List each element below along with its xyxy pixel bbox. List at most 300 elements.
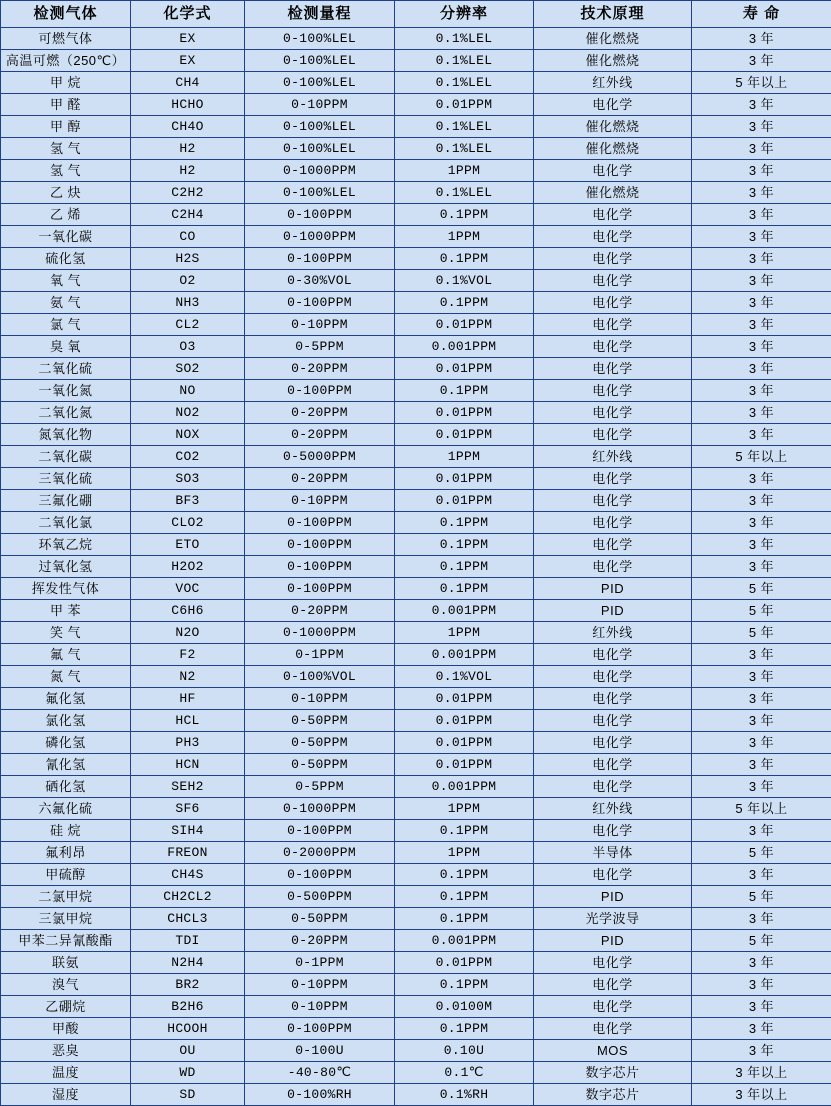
cell-technical-principle: 电化学 [534,204,692,226]
cell-technical-principle: 电化学 [534,710,692,732]
cell-lifespan: 3 年 [692,512,831,534]
cell-detection-range: 0-10PPM [245,974,395,996]
cell-resolution: 0.1PPM [395,248,534,270]
cell-technical-principle: 电化学 [534,160,692,182]
cell-lifespan: 3 年 [692,50,831,72]
cell-technical-principle: 电化学 [534,270,692,292]
cell-gas-name: 乙 烯 [1,204,131,226]
cell-gas-name: 氟 气 [1,644,131,666]
cell-technical-principle: 催化燃烧 [534,138,692,160]
cell-technical-principle: PID [534,930,692,952]
cell-gas-name: 氧 气 [1,270,131,292]
cell-gas-name: 乙 炔 [1,182,131,204]
cell-chemical-formula: C2H2 [131,182,245,204]
cell-lifespan: 3 年 [692,402,831,424]
cell-technical-principle: 电化学 [534,380,692,402]
cell-resolution: 0.1℃ [395,1062,534,1084]
cell-resolution: 0.01PPM [395,490,534,512]
cell-lifespan: 3 年 [692,666,831,688]
table-body [1,28,831,1106]
cell-detection-range: 0-100PPM [245,248,395,270]
cell-detection-range: 0-100PPM [245,1018,395,1040]
cell-gas-name: 硫化氢 [1,248,131,270]
cell-detection-range: 0-50PPM [245,754,395,776]
cell-technical-principle: 电化学 [534,402,692,424]
cell-gas-name: 二氯甲烷 [1,886,131,908]
cell-gas-name: 氨 气 [1,292,131,314]
cell-lifespan: 3 年以上 [692,1062,831,1084]
cell-lifespan: 3 年 [692,116,831,138]
cell-lifespan: 3 年 [692,754,831,776]
cell-resolution: 0.0100M [395,996,534,1018]
cell-gas-name: 甲 醛 [1,94,131,116]
cell-lifespan: 3 年 [692,204,831,226]
cell-gas-name: 甲苯二异氰酸酯 [1,930,131,952]
cell-gas-name: 磷化氢 [1,732,131,754]
cell-detection-range: 0-100%LEL [245,138,395,160]
cell-gas-name: 甲 醇 [1,116,131,138]
cell-technical-principle: 红外线 [534,622,692,644]
cell-lifespan: 3 年 [692,974,831,996]
cell-gas-name: 可燃气体 [1,28,131,50]
cell-chemical-formula: CO [131,226,245,248]
cell-gas-name: 高温可燃（250℃） [1,50,131,72]
cell-gas-name: 甲 苯 [1,600,131,622]
cell-technical-principle: 电化学 [534,336,692,358]
cell-detection-range: 0-100PPM [245,578,395,600]
cell-gas-name: 二氧化氮 [1,402,131,424]
table-row [1,490,831,512]
table-row [1,248,831,270]
table-row [1,72,831,94]
cell-chemical-formula: FREON [131,842,245,864]
cell-resolution: 0.001PPM [395,600,534,622]
cell-resolution: 0.001PPM [395,644,534,666]
cell-technical-principle: 电化学 [534,490,692,512]
cell-chemical-formula: CHCL3 [131,908,245,930]
cell-detection-range: 0-100%LEL [245,182,395,204]
cell-detection-range: 0-20PPM [245,424,395,446]
cell-lifespan: 5 年 [692,886,831,908]
cell-lifespan: 3 年 [692,908,831,930]
cell-gas-name: 甲 烷 [1,72,131,94]
cell-technical-principle: 电化学 [534,248,692,270]
table-row [1,710,831,732]
column-header-detection-range: 检测量程 [245,1,395,28]
cell-lifespan: 3 年 [692,490,831,512]
cell-technical-principle: 数字芯片 [534,1084,692,1106]
table-row [1,578,831,600]
cell-lifespan: 3 年 [692,688,831,710]
cell-chemical-formula: WD [131,1062,245,1084]
cell-resolution: 0.1%LEL [395,116,534,138]
cell-technical-principle: 催化燃烧 [534,116,692,138]
cell-lifespan: 3 年 [692,28,831,50]
cell-chemical-formula: CLO2 [131,512,245,534]
cell-lifespan: 5 年 [692,578,831,600]
cell-chemical-formula: HCOOH [131,1018,245,1040]
cell-detection-range: 0-20PPM [245,468,395,490]
table-row [1,424,831,446]
cell-chemical-formula: VOC [131,578,245,600]
table-row [1,952,831,974]
cell-lifespan: 3 年 [692,358,831,380]
cell-lifespan: 3 年 [692,534,831,556]
cell-detection-range: 0-100%LEL [245,28,395,50]
cell-detection-range: 0-100PPM [245,534,395,556]
cell-resolution: 0.1PPM [395,292,534,314]
cell-chemical-formula: HF [131,688,245,710]
cell-technical-principle: PID [534,600,692,622]
cell-detection-range: 0-100%VOL [245,666,395,688]
cell-resolution: 1PPM [395,842,534,864]
cell-technical-principle: 电化学 [534,512,692,534]
cell-gas-name: 氮 气 [1,666,131,688]
cell-technical-principle: 电化学 [534,776,692,798]
table-row [1,28,831,50]
cell-detection-range: 0-5PPM [245,776,395,798]
cell-technical-principle: 电化学 [534,534,692,556]
cell-gas-name: 二氧化硫 [1,358,131,380]
cell-chemical-formula: NH3 [131,292,245,314]
cell-technical-principle: 红外线 [534,72,692,94]
cell-detection-range: 0-10PPM [245,314,395,336]
cell-chemical-formula: EX [131,28,245,50]
cell-technical-principle: 电化学 [534,666,692,688]
cell-lifespan: 3 年 [692,380,831,402]
cell-detection-range: 0-50PPM [245,710,395,732]
cell-detection-range: 0-20PPM [245,930,395,952]
cell-technical-principle: 催化燃烧 [534,50,692,72]
cell-technical-principle: 电化学 [534,424,692,446]
cell-lifespan: 3 年 [692,138,831,160]
cell-chemical-formula: N2O [131,622,245,644]
cell-resolution: 1PPM [395,226,534,248]
cell-technical-principle: 电化学 [534,468,692,490]
cell-chemical-formula: BF3 [131,490,245,512]
cell-detection-range: 0-100U [245,1040,395,1062]
cell-resolution: 0.1PPM [395,578,534,600]
table-row [1,666,831,688]
cell-chemical-formula: ETO [131,534,245,556]
cell-resolution: 0.01PPM [395,424,534,446]
cell-resolution: 0.01PPM [395,402,534,424]
cell-detection-range: 0-2000PPM [245,842,395,864]
table-row [1,402,831,424]
table-row [1,468,831,490]
cell-technical-principle: PID [534,886,692,908]
cell-detection-range: 0-30%VOL [245,270,395,292]
cell-chemical-formula: CH4S [131,864,245,886]
cell-lifespan: 5 年 [692,622,831,644]
cell-gas-name: 环氧乙烷 [1,534,131,556]
table-header-row [1,1,831,28]
column-header-technical-principle: 技术原理 [534,1,692,28]
cell-resolution: 0.1PPM [395,974,534,996]
cell-gas-name: 一氧化碳 [1,226,131,248]
table-row [1,974,831,996]
cell-gas-name: 甲酸 [1,1018,131,1040]
cell-lifespan: 3 年 [692,314,831,336]
cell-chemical-formula: PH3 [131,732,245,754]
cell-chemical-formula: B2H6 [131,996,245,1018]
cell-detection-range: -40-80℃ [245,1062,395,1084]
table-row [1,644,831,666]
table-row [1,292,831,314]
table-row [1,512,831,534]
cell-detection-range: 0-10PPM [245,94,395,116]
cell-detection-range: 0-10PPM [245,996,395,1018]
table-row [1,1018,831,1040]
cell-chemical-formula: SO3 [131,468,245,490]
table-row [1,358,831,380]
cell-detection-range: 0-100%LEL [245,116,395,138]
cell-detection-range: 0-20PPM [245,402,395,424]
cell-chemical-formula: H2O2 [131,556,245,578]
cell-chemical-formula: SEH2 [131,776,245,798]
table-row [1,600,831,622]
cell-lifespan: 3 年 [692,160,831,182]
cell-chemical-formula: CH4 [131,72,245,94]
cell-lifespan: 3 年 [692,226,831,248]
cell-resolution: 0.001PPM [395,930,534,952]
cell-chemical-formula: SD [131,1084,245,1106]
cell-chemical-formula: CO2 [131,446,245,468]
cell-gas-name: 一氧化氮 [1,380,131,402]
cell-resolution: 0.1%RH [395,1084,534,1106]
cell-detection-range: 0-10PPM [245,688,395,710]
table-row [1,842,831,864]
cell-detection-range: 0-100PPM [245,380,395,402]
cell-chemical-formula: HCL [131,710,245,732]
cell-resolution: 0.01PPM [395,94,534,116]
cell-detection-range: 0-100PPM [245,556,395,578]
cell-gas-name: 温度 [1,1062,131,1084]
cell-detection-range: 0-20PPM [245,600,395,622]
cell-resolution: 0.1PPM [395,556,534,578]
cell-chemical-formula: EX [131,50,245,72]
table-header [1,1,831,28]
cell-technical-principle: 数字芯片 [534,1062,692,1084]
table-row [1,886,831,908]
table-row [1,50,831,72]
table-row [1,94,831,116]
table-row [1,160,831,182]
cell-gas-name: 硅 烷 [1,820,131,842]
table-row [1,864,831,886]
cell-chemical-formula: NO [131,380,245,402]
cell-gas-name: 硒化氢 [1,776,131,798]
cell-detection-range: 0-100%LEL [245,50,395,72]
cell-gas-name: 六氟化硫 [1,798,131,820]
cell-lifespan: 5 年 [692,842,831,864]
cell-gas-name: 湿度 [1,1084,131,1106]
cell-chemical-formula: HCHO [131,94,245,116]
cell-gas-name: 三氧化硫 [1,468,131,490]
cell-resolution: 0.01PPM [395,754,534,776]
cell-chemical-formula: SF6 [131,798,245,820]
cell-lifespan: 3 年以上 [692,1084,831,1106]
cell-gas-name: 甲硫醇 [1,864,131,886]
table-row [1,996,831,1018]
cell-lifespan: 3 年 [692,996,831,1018]
cell-chemical-formula: H2S [131,248,245,270]
cell-gas-name: 联氨 [1,952,131,974]
cell-gas-name: 二氧化氯 [1,512,131,534]
cell-chemical-formula: NOX [131,424,245,446]
cell-resolution: 0.10U [395,1040,534,1062]
cell-lifespan: 3 年 [692,182,831,204]
cell-gas-name: 过氧化氢 [1,556,131,578]
cell-gas-name: 氢 气 [1,160,131,182]
table-row [1,732,831,754]
cell-chemical-formula: H2 [131,138,245,160]
cell-detection-range: 0-5PPM [245,336,395,358]
cell-lifespan: 5 年 [692,600,831,622]
cell-lifespan: 3 年 [692,336,831,358]
cell-gas-name: 乙硼烷 [1,996,131,1018]
cell-resolution: 0.01PPM [395,732,534,754]
cell-detection-range: 0-500PPM [245,886,395,908]
cell-detection-range: 0-100%LEL [245,72,395,94]
cell-gas-name: 氰化氢 [1,754,131,776]
cell-chemical-formula: OU [131,1040,245,1062]
cell-gas-name: 二氧化碳 [1,446,131,468]
cell-detection-range: 0-1000PPM [245,798,395,820]
column-header-resolution: 分辨率 [395,1,534,28]
cell-resolution: 0.01PPM [395,468,534,490]
cell-lifespan: 3 年 [692,776,831,798]
table-row [1,1084,831,1106]
cell-gas-name: 氯化氢 [1,710,131,732]
cell-chemical-formula: NO2 [131,402,245,424]
table-row [1,1040,831,1062]
cell-technical-principle: 红外线 [534,798,692,820]
cell-resolution: 1PPM [395,446,534,468]
cell-lifespan: 3 年 [692,292,831,314]
cell-gas-name: 挥发性气体 [1,578,131,600]
cell-lifespan: 5 年以上 [692,798,831,820]
table-row [1,908,831,930]
cell-resolution: 0.001PPM [395,336,534,358]
cell-lifespan: 3 年 [692,248,831,270]
cell-technical-principle: 电化学 [534,996,692,1018]
cell-detection-range: 0-100PPM [245,292,395,314]
column-header-lifespan: 寿 命 [692,1,831,28]
cell-technical-principle: MOS [534,1040,692,1062]
cell-technical-principle: 电化学 [534,1018,692,1040]
cell-resolution: 0.1%LEL [395,50,534,72]
cell-chemical-formula: H2 [131,160,245,182]
cell-lifespan: 5 年 [692,930,831,952]
cell-lifespan: 3 年 [692,864,831,886]
cell-lifespan: 3 年 [692,732,831,754]
cell-detection-range: 0-100PPM [245,864,395,886]
cell-technical-principle: 电化学 [534,864,692,886]
cell-resolution: 0.1%LEL [395,72,534,94]
cell-technical-principle: 催化燃烧 [534,182,692,204]
cell-lifespan: 3 年 [692,820,831,842]
cell-resolution: 0.1%LEL [395,28,534,50]
cell-detection-range: 0-1000PPM [245,622,395,644]
cell-chemical-formula: SIH4 [131,820,245,842]
cell-detection-range: 0-1000PPM [245,160,395,182]
table-row [1,314,831,336]
table-row [1,820,831,842]
table-row [1,138,831,160]
cell-chemical-formula: N2 [131,666,245,688]
cell-resolution: 0.01PPM [395,952,534,974]
table-row [1,446,831,468]
cell-lifespan: 3 年 [692,468,831,490]
cell-technical-principle: 电化学 [534,292,692,314]
cell-chemical-formula: CH4O [131,116,245,138]
cell-lifespan: 5 年以上 [692,72,831,94]
cell-resolution: 0.1%LEL [395,182,534,204]
cell-technical-principle: 电化学 [534,556,692,578]
table-row [1,1062,831,1084]
cell-technical-principle: 电化学 [534,644,692,666]
cell-technical-principle: 电化学 [534,314,692,336]
cell-resolution: 0.1PPM [395,1018,534,1040]
cell-lifespan: 3 年 [692,1040,831,1062]
cell-gas-name: 氟化氢 [1,688,131,710]
cell-technical-principle: 电化学 [534,732,692,754]
cell-lifespan: 5 年以上 [692,446,831,468]
cell-resolution: 0.01PPM [395,688,534,710]
cell-technical-principle: 电化学 [534,974,692,996]
table-row [1,688,831,710]
cell-technical-principle: 电化学 [534,94,692,116]
cell-technical-principle: 电化学 [534,820,692,842]
cell-gas-name: 臭 氧 [1,336,131,358]
cell-chemical-formula: TDI [131,930,245,952]
cell-chemical-formula: C6H6 [131,600,245,622]
table-row [1,226,831,248]
cell-resolution: 0.1%VOL [395,270,534,292]
table-row [1,116,831,138]
table-row [1,622,831,644]
cell-detection-range: 0-100%RH [245,1084,395,1106]
cell-resolution: 0.1PPM [395,908,534,930]
cell-resolution: 0.1PPM [395,204,534,226]
cell-detection-range: 0-100PPM [245,820,395,842]
cell-resolution: 0.1PPM [395,534,534,556]
cell-chemical-formula: O3 [131,336,245,358]
cell-detection-range: 0-5000PPM [245,446,395,468]
cell-technical-principle: 半导体 [534,842,692,864]
cell-resolution: 0.1%LEL [395,138,534,160]
table-row [1,930,831,952]
table-row [1,556,831,578]
cell-resolution: 1PPM [395,798,534,820]
cell-gas-name: 氢 气 [1,138,131,160]
cell-chemical-formula: SO2 [131,358,245,380]
cell-detection-range: 0-1PPM [245,644,395,666]
cell-technical-principle: 催化燃烧 [534,28,692,50]
table-row [1,776,831,798]
table-row [1,798,831,820]
cell-resolution: 1PPM [395,622,534,644]
table-row [1,204,831,226]
cell-resolution: 0.1PPM [395,886,534,908]
cell-detection-range: 0-50PPM [245,732,395,754]
column-header-chemical-formula: 化学式 [131,1,245,28]
cell-technical-principle: 电化学 [534,754,692,776]
cell-detection-range: 0-50PPM [245,908,395,930]
cell-lifespan: 3 年 [692,424,831,446]
cell-gas-name: 笑 气 [1,622,131,644]
